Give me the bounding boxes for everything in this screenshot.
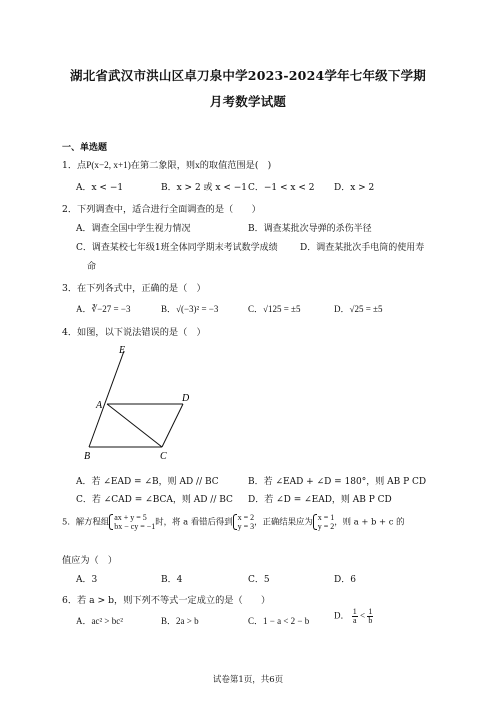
q6-fraction-2 bbox=[367, 608, 373, 625]
q1-option-d[interactable]: D．x > 2 bbox=[334, 183, 375, 193]
q5-text-c: ，正确结果应为 bbox=[254, 516, 313, 527]
question-3-stem: 3．在下列各式中，正确的是（ ） bbox=[62, 283, 206, 294]
q6-option-a[interactable]: A．ac² > bc² bbox=[76, 616, 123, 626]
exam-title-line1: 湖北省武汉市洪山区卓刀泉中学2023-2024学年七年级下学期 bbox=[70, 68, 426, 83]
q5-option-c[interactable]: C．5 bbox=[248, 575, 270, 585]
question-5-stem-line2: 值应为（ ） bbox=[62, 555, 118, 566]
section-heading: 一、单选题 bbox=[62, 143, 108, 153]
q6-frac1-den: a bbox=[352, 616, 357, 625]
q5-sys1-eq2: bx − cy = −1 bbox=[114, 522, 156, 531]
q1-text-b: 在第二象限，则 bbox=[130, 160, 196, 171]
q5-text-b: 时，将 a 看错后得到 bbox=[155, 516, 233, 527]
label-b: B bbox=[84, 451, 91, 462]
q5-option-a[interactable]: A．3 bbox=[76, 575, 98, 585]
label-a: A bbox=[96, 400, 103, 411]
q5-sys3-eq2: y = 2 bbox=[317, 522, 335, 531]
q2-option-d-cont: 命 bbox=[87, 262, 97, 272]
q3-option-c[interactable]: C．√125 = ±5 bbox=[248, 304, 301, 314]
q6-option-d[interactable] bbox=[334, 608, 373, 625]
q4-option-a[interactable]: A．若 ∠EAD = ∠B，则 AD // BC bbox=[76, 477, 219, 487]
q3-option-d[interactable]: D．√25 = ±5 bbox=[334, 304, 383, 314]
q5-sys2-eq2: y = 3 bbox=[237, 522, 255, 531]
question-6-stem: 6．若 a > b，则下列不等式一定成立的是（ ） bbox=[62, 595, 271, 606]
exam-title-line2: 月考数学试题 bbox=[209, 94, 287, 109]
q1-point-expr: P(x−2, x+1) bbox=[86, 160, 131, 170]
line-be bbox=[89, 351, 124, 447]
q6-frac1-num: 1 bbox=[352, 607, 357, 616]
q1-text-a: 1．点 bbox=[62, 160, 87, 171]
q5-sys3-eq1: x = 1 bbox=[317, 513, 335, 522]
q1-text-c: 的取值范围是( ) bbox=[199, 160, 272, 171]
label-c: C bbox=[160, 451, 167, 462]
q6-less-than: < bbox=[360, 610, 366, 621]
question-2-stem: 2．下列调查中，适合进行全面调查的是（ ） bbox=[62, 204, 261, 215]
q6-fraction-1 bbox=[352, 608, 358, 625]
q5-system-2 bbox=[233, 513, 255, 531]
q6-frac2-num: 1 bbox=[368, 607, 373, 616]
q5-sys1-eq1: ax + y = 5 bbox=[114, 513, 147, 522]
q3-option-a[interactable]: A．∛−27 = −3 bbox=[76, 304, 131, 314]
q5-option-d[interactable]: D．6 bbox=[334, 575, 356, 585]
question-1-stem bbox=[62, 157, 271, 171]
q5-sys2-eq1: x = 2 bbox=[237, 513, 255, 522]
q5-text-d: ，则 a + b + c 的 bbox=[334, 516, 405, 527]
q3-option-b[interactable]: B．√(−3)² = −3 bbox=[161, 304, 219, 314]
segment-ac bbox=[107, 404, 162, 447]
q4-option-b[interactable]: B．若 ∠EAD + ∠D = 180°，则 AB P CD bbox=[248, 477, 427, 487]
q5-option-b[interactable]: B．4 bbox=[161, 575, 183, 585]
q2-option-c[interactable]: C．调查某校七年级1班全体同学期末考试数学成绩 bbox=[76, 243, 278, 253]
label-d: D bbox=[182, 393, 190, 404]
question-4-stem: 4．如图，以下说法错误的是（ ） bbox=[62, 327, 206, 338]
q4-option-c[interactable]: C．若 ∠CAD = ∠BCA，则 AD // BC bbox=[76, 495, 233, 505]
label-e: E bbox=[119, 345, 126, 356]
q6-frac2-den: b bbox=[368, 616, 373, 625]
q5-text-a: 5．解方程组 bbox=[62, 516, 110, 527]
q1-option-b[interactable]: B．x > 2 或 x < −1 bbox=[161, 183, 248, 193]
q1-variable: x bbox=[195, 160, 200, 170]
q2-option-b[interactable]: B．调查某批次导弹的杀伤半径 bbox=[248, 224, 372, 234]
page-footer: 试卷第1页，共6页 bbox=[212, 675, 284, 685]
q6-option-c[interactable]: C．1 − a < 2 − b bbox=[248, 616, 310, 626]
q5-system-3 bbox=[313, 513, 335, 531]
parallelogram-figure bbox=[82, 345, 202, 465]
q6-option-d-label: D． bbox=[334, 610, 350, 621]
q2-option-a[interactable]: A．调查全国中学生视力情况 bbox=[76, 224, 191, 234]
question-5-stem bbox=[62, 513, 404, 531]
q6-option-b[interactable]: B．2a > b bbox=[161, 616, 199, 626]
q1-option-a[interactable]: A．x < −1 bbox=[76, 183, 124, 193]
q1-option-c[interactable]: C．−1 < x < 2 bbox=[248, 183, 315, 193]
q4-option-d[interactable]: D．若 ∠D = ∠EAD，则 AB P CD bbox=[248, 495, 392, 505]
segment-dc bbox=[162, 404, 183, 447]
q5-system-1 bbox=[109, 513, 155, 531]
q2-option-d[interactable]: D．调查某批次手电筒的使用寿 bbox=[300, 243, 425, 253]
